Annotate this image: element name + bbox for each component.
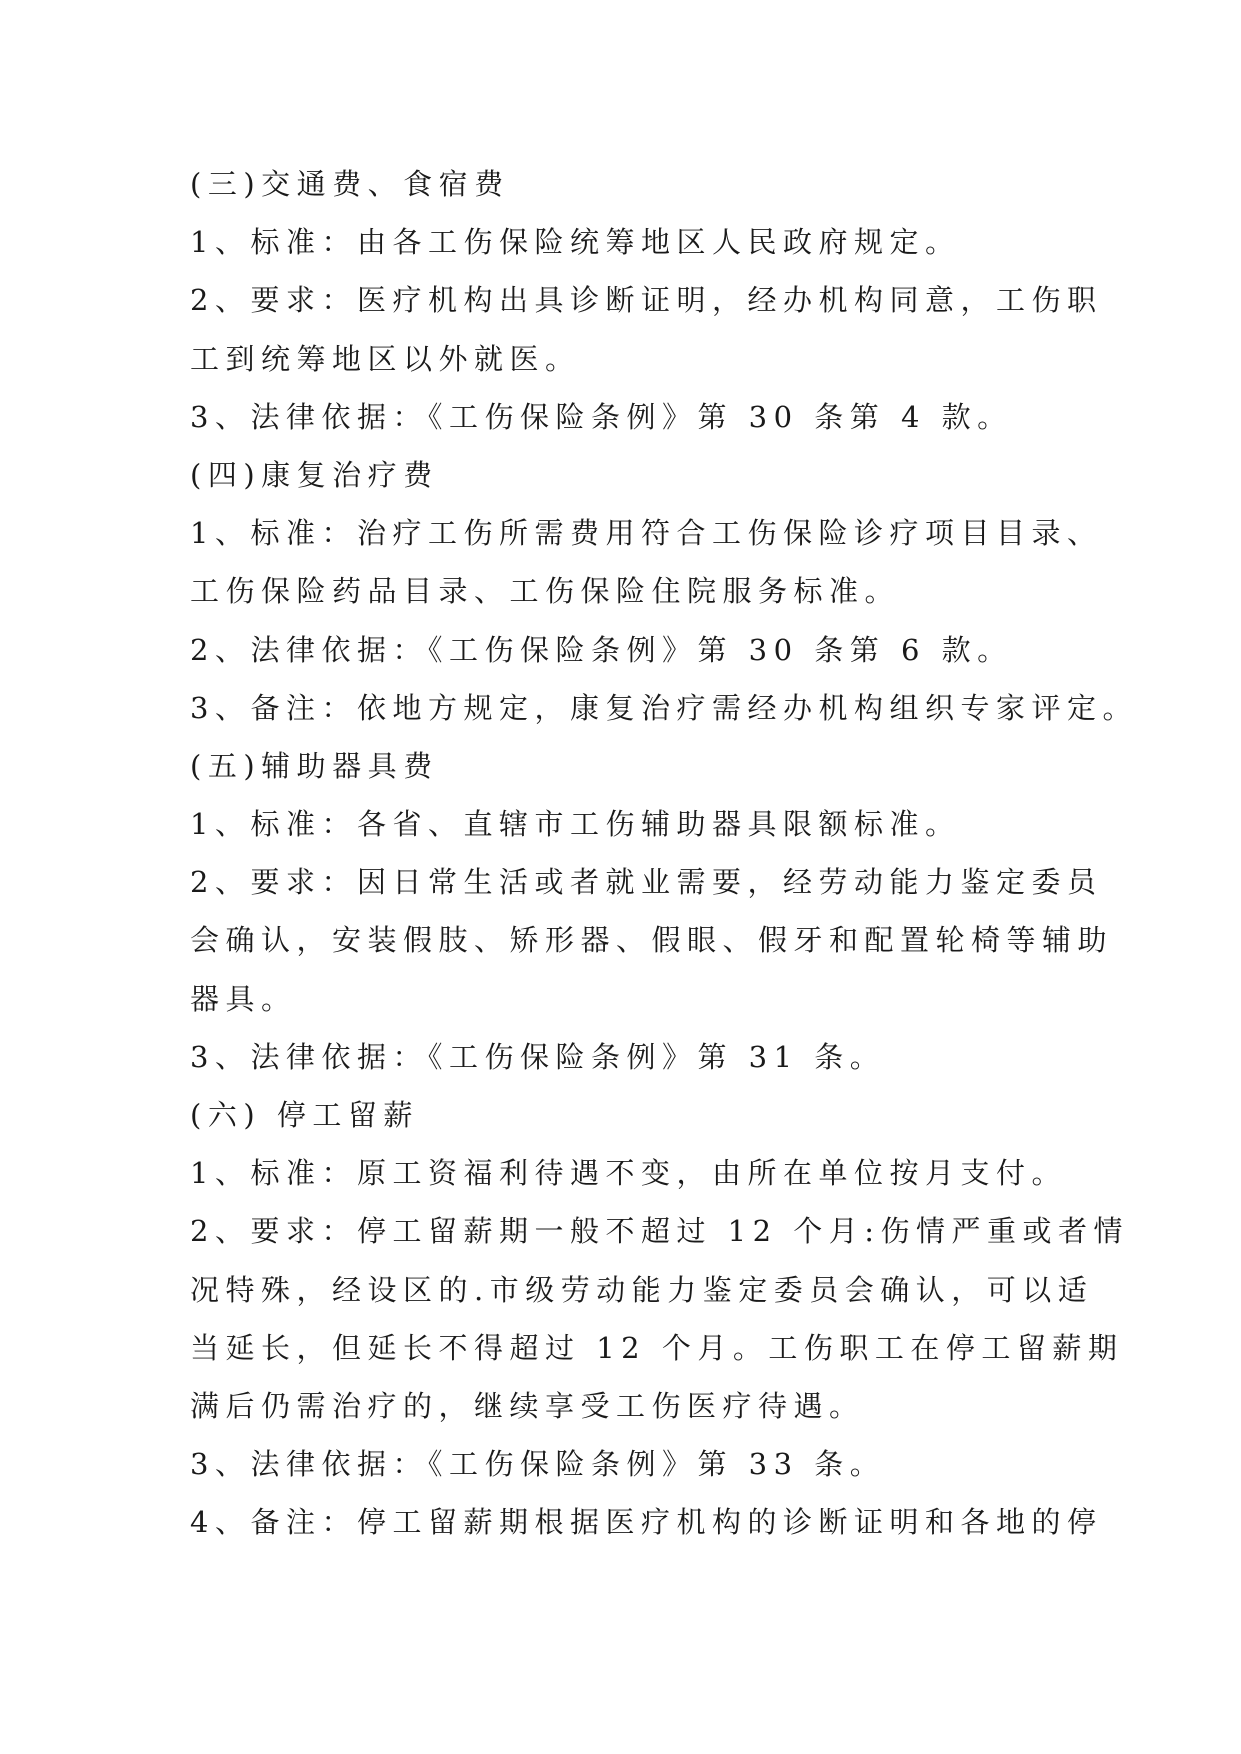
paragraph-line: 1、标准：原工资福利待遇不变，由所在单位按月支付。	[190, 1156, 1067, 1191]
section-heading-paid-leave: (六) 停工留薪	[190, 1098, 419, 1132]
paragraph-line: 3、法律依据：《工伤保险条例》第 31 条。	[190, 1039, 886, 1074]
paragraph-line: 当延长，但延长不得超过 12 个月。工伤职工在停工留薪期	[190, 1330, 1124, 1365]
section-heading-assistive-devices: (五)辅助器具费	[190, 748, 439, 783]
section-heading-transport-lodging: (三)交通费、食宿费	[190, 167, 510, 201]
section-heading-rehabilitation: (四)康复治疗费	[190, 457, 439, 492]
paragraph-line: 器具。	[190, 981, 297, 1016]
paragraph-line: 2、法律依据：《工伤保险条例》第 30 条第 6 款。	[190, 632, 1013, 667]
paragraph-line: 1、标准：由各工伤保险统筹地区人民政府规定。	[190, 225, 961, 260]
paragraph-line: 3、备注：依地方规定，康复治疗需经办机构组织专家评定。	[190, 690, 1138, 725]
document-body	[190, 155, 1138, 1552]
paragraph-line: 2、要求：医疗机构出具诊断证明，经办机构同意，工伤职	[190, 283, 1103, 318]
paragraph-line: 2、要求：停工留薪期一般不超过 12 个月:伤情严重或者情	[190, 1214, 1130, 1249]
paragraph-line: 2、要求：因日常生活或者就业需要，经劳动能力鉴定委员	[190, 865, 1103, 900]
paragraph-line: 1、标准：治疗工伤所需费用符合工伤保险诊疗项目目录、	[190, 516, 1103, 551]
paragraph-line: 况特殊，经设区的.市级劳动能力鉴定委员会确认，可以适	[190, 1272, 1094, 1307]
paragraph-line: 3、法律依据：《工伤保险条例》第 30 条第 4 款。	[190, 399, 1013, 434]
paragraph-line: 4、备注：停工留薪期根据医疗机构的诊断证明和各地的停	[190, 1505, 1103, 1540]
paragraph-line: 满后仍需治疗的，继续享受工伤医疗待遇。	[190, 1388, 865, 1423]
paragraph-line: 1、标准：各省、直辖市工伤辅助器具限额标准。	[190, 807, 961, 842]
paragraph-line: 会确认，安装假肢、矫形器、假眼、假牙和配置轮椅等辅助	[190, 923, 1114, 958]
paragraph-line: 3、法律依据：《工伤保险条例》第 33 条。	[190, 1447, 886, 1482]
paragraph-line: 工伤保险药品目录、工伤保险住院服务标准。	[190, 574, 901, 609]
paragraph-line: 工到统筹地区以外就医。	[190, 341, 581, 376]
